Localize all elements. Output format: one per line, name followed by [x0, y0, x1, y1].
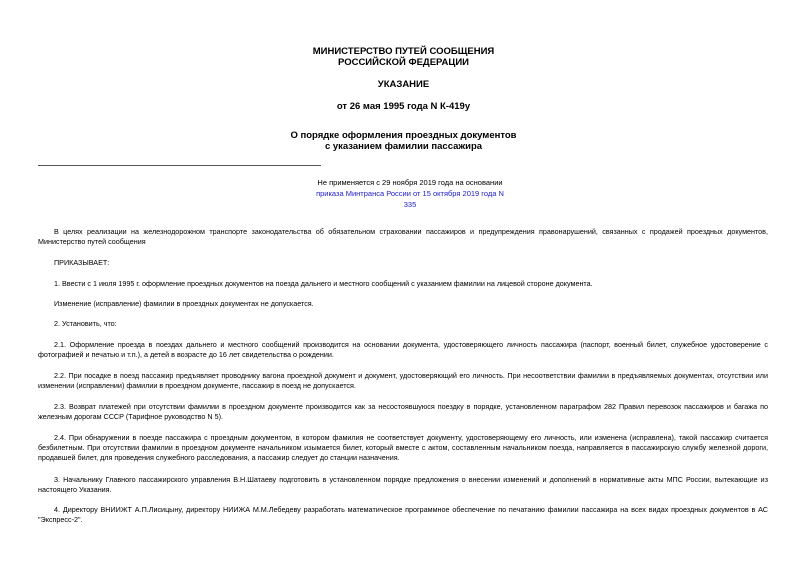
paragraph-1: 1. Ввести с 1 июля 1995 г. оформление проездных документов на поезда дальнего и местного сообщений с указанием фамилии на лицевой стороне документа. [54, 279, 593, 288]
paragraph-1-note: Изменение (исправление) фамилии в проездных документах не допускается. [54, 299, 314, 308]
intro-paragraph: В целях реализации на железнодорожном транспорте законодательства об обязательном страховании пассажиров и предупреждения правонарушений, связанных с продажей проездных документов, Министерство путей сообщения [38, 227, 768, 246]
orders-heading: ПРИКАЗЫВАЕТ: [54, 258, 110, 267]
paragraph-2: 2. Установить, что: [54, 319, 117, 328]
document-date-number: от 26 мая 1995 года N К-419у [336, 101, 471, 112]
paragraph-4: 4. Директору ВНИИЖТ А.П.Лисицыну, директору НИИЖА М.М.Лебедеву разработать математическое программное обеспечение по печатанию фамилии пассажира на всех видах проездных документов в АС "Экспресс-2". [38, 505, 768, 524]
status-note [310, 177, 510, 210]
document-type: УКАЗАНИЕ [377, 79, 430, 90]
ministry-name-line1: МИНИСТЕРСТВО ПУТЕЙ СООБЩЕНИЯ [312, 46, 495, 57]
document-title-line1: О порядке оформления проездных документов [290, 130, 517, 141]
ministry-name-line2: РОССИЙСКОЙ ФЕДЕРАЦИИ [337, 57, 469, 68]
paragraph-2-3: 2.3. Возврат платежей при отсутствии фамилии в проездном документе производится как за несостоявшуюся поездку в порядке, установленном параграфом 282 Правил перевозок пассажиров и багажа по железным дорогам СССР (Тарифное руководство N 5). [38, 402, 768, 421]
paragraph-2-2: 2.2. При посадке в поезд пассажир предъявляет проводнику вагона проездной документ и документ, удостоверяющий его личность. При несоответствии фамилии в предъявляемых документах, отсутствии или изменении (исправлении) фамилии в проездном документе, пассажир в поезд не допускается. [38, 371, 768, 390]
document-title-line2: с указанием фамилии пассажира [324, 141, 483, 152]
status-note-link[interactable]: приказа Минтранса России от 15 октября 2019 года N 335 [316, 189, 504, 209]
separator-line [38, 165, 321, 166]
paragraph-2-4: 2.4. При обнаружении в поезде пассажира с проездным документом, в котором фамилия не соответствует документу, удостоверяющему его личность, или изменена (исправлена), такой пассажир считается безбилетным. При отсутствии фамилии в проездном документе начальником изымается билет, который вместе с актом, составленным начальником поезда, направляется в пассажирскую службу железной дороги, продавшей билет, для проведения служебного расследования, а пассажир следует до станции назначения. [38, 433, 768, 462]
paragraph-2-1: 2.1. Оформление проезда в поездах дальнего и местного сообщений производится на основании документа, удостоверяющего личность пассажира (паспорт, военный билет, служебное удостоверение с фотографией и печатью и т.п.), а детей в возрасте до 16 лет свидетельства о рождении. [38, 340, 768, 359]
paragraph-3: 3. Начальнику Главного пассажирского управления В.Н.Шатаеву подготовить в установленном порядке предложения о внесении изменений и дополнений в нормативные акты МПС России, вытекающие из настоящего Указания. [38, 475, 768, 494]
status-note-text: Не применяется с 29 ноября 2019 года на основании [317, 178, 503, 187]
